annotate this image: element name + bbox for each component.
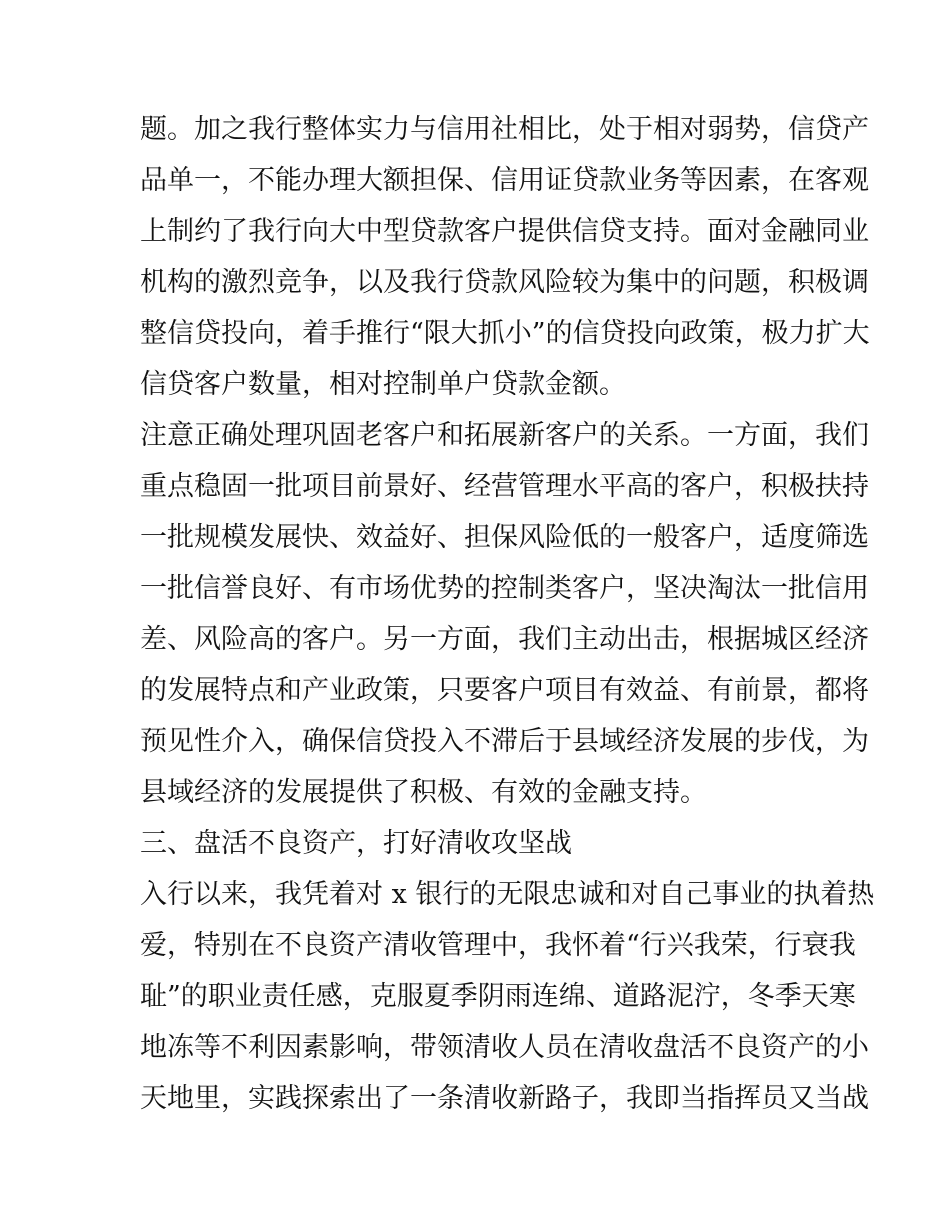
text-line-7: 注意正确处理巩固老客户和拓展新客户的关系。一方面，我们	[140, 420, 869, 451]
text-line-12: 的发展特点和产业政策，只要客户项目有效益、有前景，都将	[140, 675, 869, 706]
body-text	[140, 104, 875, 1124]
text-line-6: 信贷客户数量，相对控制单户贷款金额。	[140, 369, 626, 400]
text-line-1: 题。加之我行整体实力与信用社相比，处于相对弱势，信贷产	[140, 114, 869, 145]
section-heading: 三、盘活不良资产，打好清收攻坚战	[140, 828, 572, 859]
text-line-3: 上制约了我行向大中型贷款客户提供信贷支持。面对金融同业	[140, 216, 869, 247]
text-line-13: 预见性介入，确保信贷投入不滞后于县域经济发展的步伐，为	[140, 726, 869, 757]
text-line-18: 耻”的职业责任感，克服夏季阴雨连绵、道路泥泞，冬季天寒	[140, 981, 856, 1012]
text-line-5: 整信贷投向，着手推行“限大抓小”的信贷投向政策，极力扩大	[140, 318, 870, 349]
text-line-10: 一批信誉良好、有市场优势的控制类客户，坚决淘汰一批信用	[140, 573, 869, 604]
text-line-20: 天地里，实践探索出了一条清收新路子，我即当指挥员又当战	[140, 1083, 869, 1114]
text-line-19: 地冻等不利因素影响，带领清收人员在清收盘活不良资产的小	[140, 1032, 869, 1063]
text-line-14: 县域经济的发展提供了积极、有效的金融支持。	[140, 777, 707, 808]
text-line-4: 机构的激烈竞争，以及我行贷款风险较为集中的问题，积极调	[140, 267, 869, 298]
text-line-11: 差、风险高的客户。另一方面，我们主动出击，根据城区经济	[140, 624, 869, 655]
text-line-16: 入行以来，我凭着对 x 银行的无限忠诚和对自己事业的执着热	[140, 879, 875, 910]
text-line-9: 一批规模发展快、效益好、担保风险低的一般客户，适度筛选	[140, 522, 869, 553]
text-line-17: 爱，特别在不良资产清收管理中，我怀着“行兴我荣，行衰我	[140, 930, 856, 961]
text-line-8: 重点稳固一批项目前景好、经营管理水平高的客户，积极扶持	[140, 471, 869, 502]
text-line-2: 品单一，不能办理大额担保、信用证贷款业务等因素，在客观	[140, 165, 869, 196]
